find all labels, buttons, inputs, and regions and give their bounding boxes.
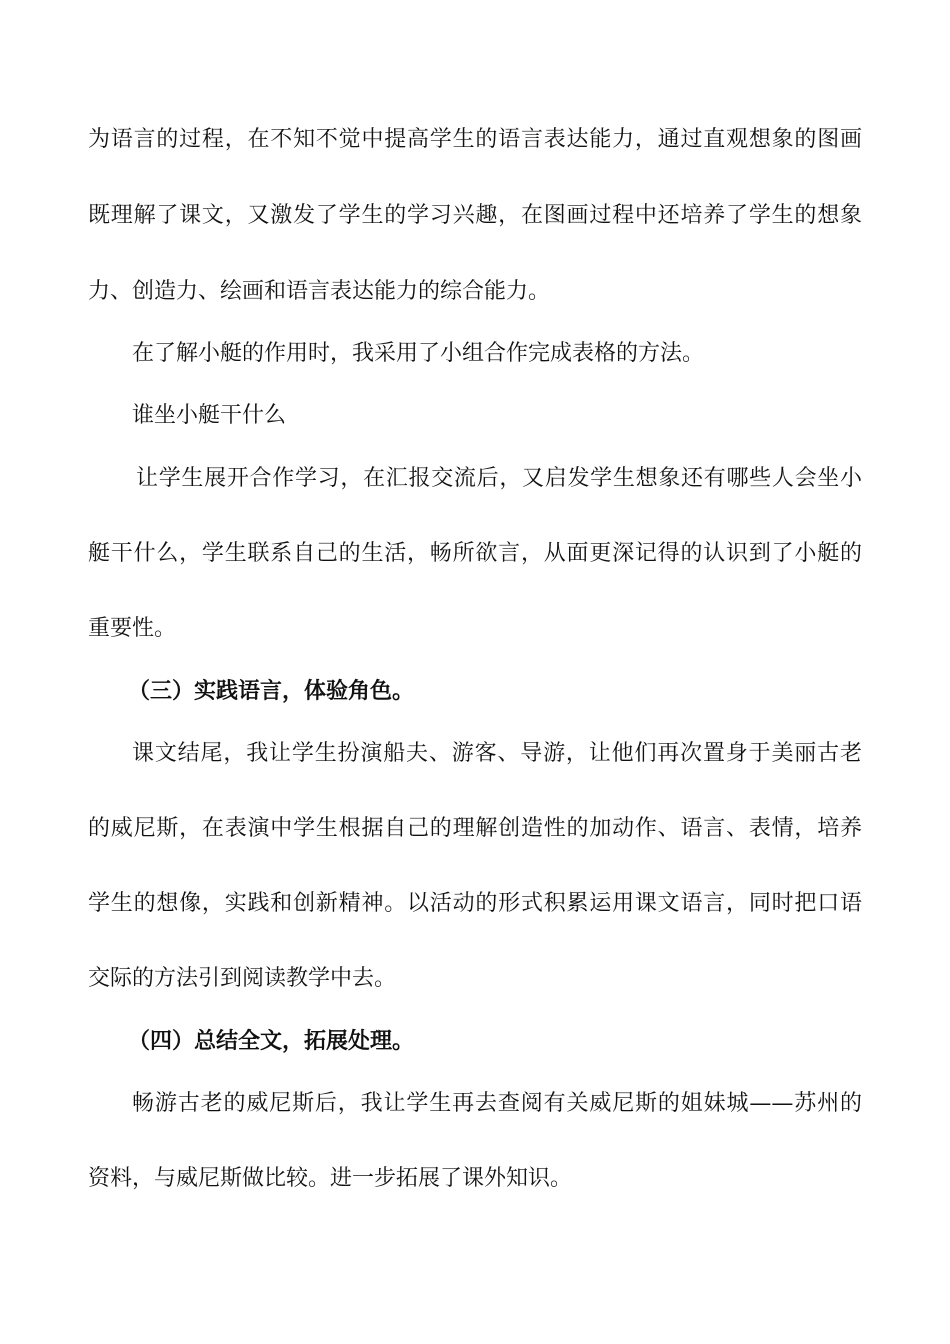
paragraph-line: 交际的方法引到阅读教学中去。 [88,966,397,991]
paragraph-line: 为语言的过程，在不知不觉中提高学生的语言表达能力，通过直观想象的图画 [88,127,862,152]
paragraph-line: 畅游古老的威尼斯后，我让学生再去查阅有关威尼斯的姐妹城——苏州的 [132,1091,862,1116]
paragraph-line: 资料，与威尼斯做比较。进一步拓展了课外知识。 [88,1166,573,1191]
paragraph-line: 艇干什么，学生联系自己的生活，畅所欲言，从面更深记得的认识到了小艇的 [88,541,862,566]
paragraph-line: 课文结尾，我让学生扮演船夫、游客、导游，让他们再次置身于美丽古老 [132,741,862,766]
paragraph-line: 力、创造力、绘画和语言表达能力的综合能力。 [88,279,551,304]
paragraph-line: 的威尼斯，在表演中学生根据自己的理解创造性的加动作、语言、表情，培养 [88,816,862,841]
paragraph-line: 既理解了课文，又激发了学生的学习兴趣，在图画过程中还培养了学生的想象 [88,203,862,228]
paragraph-line: 重要性。 [88,616,177,641]
section-heading: （四）总结全文，拓展处理。 [128,1028,415,1054]
table-title-line: 谁坐小艇干什么 [132,403,287,428]
paragraph-line: 在了解小艇的作用时，我采用了小组合作完成表格的方法。 [132,341,705,366]
paragraph-line: 让学生展开合作学习，在汇报交流后，又启发学生想象还有哪些人会坐小 [136,466,862,491]
paragraph-line: 学生的想像，实践和创新精神。以活动的形式积累运用课文语言，同时把口语 [88,891,862,916]
section-heading: （三）实践语言，体验角色。 [128,678,415,704]
